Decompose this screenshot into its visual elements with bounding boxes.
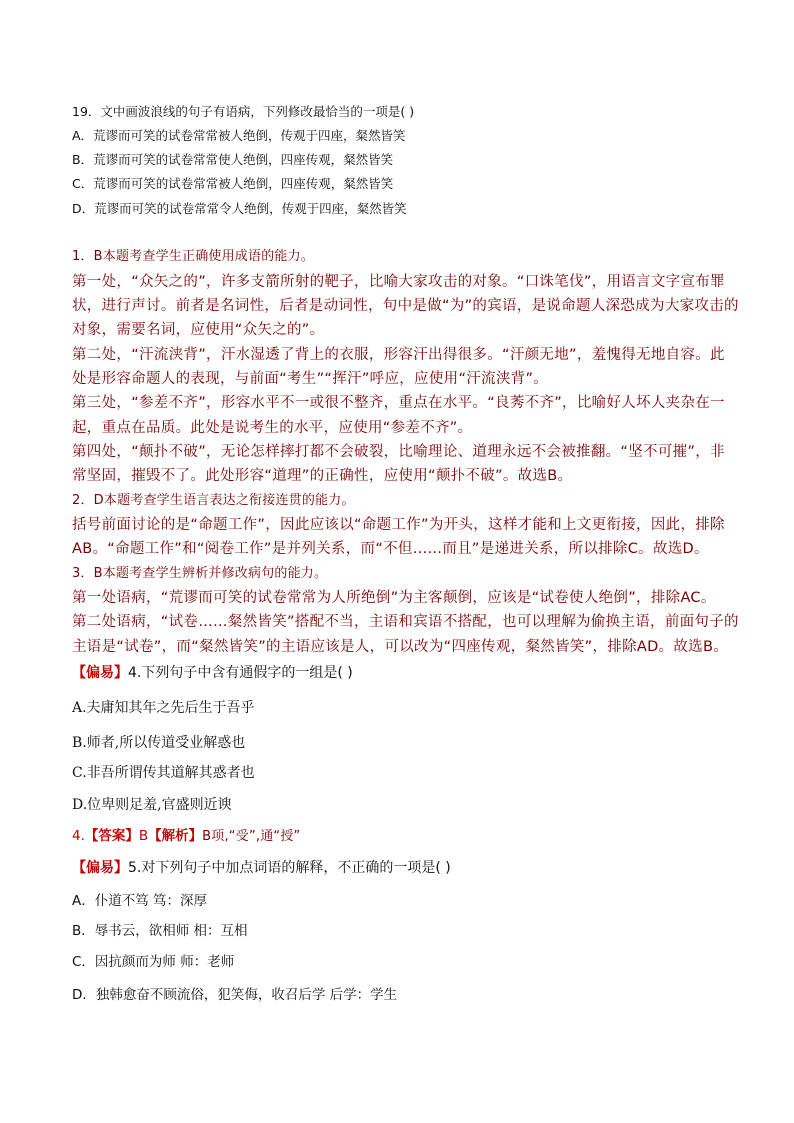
- answer-analysis: B项,“受”,通“授”: [202, 829, 301, 844]
- answer-tag: 【答案】: [84, 828, 139, 844]
- q5-option-a: A．仆道不笃 笃：深厚: [72, 893, 208, 909]
- q19-option-d: D．荒谬而可笑的试卷常常令人绝倒，传观于四座，粲然皆笑: [72, 201, 407, 216]
- analysis-line: 1．B本题考查学生正确使用成语的能力。: [72, 249, 314, 264]
- q4-option-d: D.位卑则足羞,官盛则近谀: [72, 797, 232, 813]
- analysis-line: 第四处，“颠扑不破”，无论怎样摔打都不会破裂，比喻理论、道理永远不会被推翻。“坚不可摧”，非: [72, 444, 725, 460]
- analysis-line: 对象，需要名词，应使用“众矢之的”。: [72, 322, 325, 338]
- q5-option-c: C．因抗颜而为师 师：老师: [72, 954, 235, 970]
- q19-option-c: C．荒谬而可笑的试卷常常被人绝倒，四座传观，粲然皆笑: [72, 176, 394, 191]
- q4-stem-line: [72, 664, 722, 682]
- difficulty-tag: 【偏易】: [72, 665, 128, 681]
- q19-option-a: A．荒谬而可笑的试卷常常被人绝倒，传观于四座，粲然皆笑: [72, 128, 406, 143]
- answer-number: 4.: [72, 828, 85, 844]
- q4-option-b: B.师者,所以传道受业解惑也: [72, 735, 246, 751]
- q4-answer-line: [72, 827, 722, 846]
- q5-stem-line: [72, 859, 722, 877]
- analysis-line: 处是形容命题人的表现，与前面“考生”“挥汗”呼应，应使用“汗流浃背”。: [72, 371, 549, 387]
- analysis-line: 主语是“试卷”，而“粲然皆笑”的主语应该是人，可以改为“四座传观，粲然皆笑”，排除AD。故选B。: [72, 639, 728, 655]
- analysis-line: 2．D本题考查学生语言表达之衔接连贯的能力。: [72, 493, 355, 508]
- analysis-line: 括号前面讨论的是“命题工作”，因此应该以“命题工作”为开头，这样才能和上文更衔接，因此，排除: [72, 517, 725, 533]
- analysis-line: 3．B本题考查学生辨析并修改病句的能力。: [72, 566, 328, 581]
- q5-stem: 5.对下列句子中加点词语的解释，不正确的一项是( ): [128, 860, 451, 876]
- q19-option-b: B．荒谬而可笑的试卷常常使人绝倒，四座传观，粲然皆笑: [72, 152, 394, 167]
- q4-stem: 4.下列句子中含有通假字的一组是( ): [128, 665, 353, 681]
- q4-option-c: C.非吾所谓传其道解其惑者也: [72, 765, 255, 781]
- analysis-line: 常坚固，摧毁不了。此处形容“道理”的正确性，应使用“颠扑不破”。故选B。: [72, 468, 573, 484]
- difficulty-tag: 【偏易】: [72, 860, 128, 876]
- answer-letter: B: [138, 828, 149, 844]
- q5-option-d: D．独韩愈奋不顾流俗，犯笑侮，收召后学 后学：学生: [72, 987, 398, 1003]
- analysis-tag: 【解析】: [148, 828, 203, 844]
- q19-stem: 19．文中画波浪线的句子有语病，下列修改最恰当的一项是( ): [72, 104, 415, 119]
- analysis-line: 第一处，“众矢之的”，许多支箭所射的靶子，比喻大家攻击的对象。“口诛笔伐”，用语言文字宣布罪: [72, 274, 725, 290]
- q4-option-a: A.夫庸知其年之先后生于吾乎: [72, 700, 255, 716]
- analysis-line: 第二处语病，“试卷……粲然皆笑”搭配不当，主语和宾语不搭配，也可以理解为偷换主语，前面句子的: [72, 614, 739, 630]
- q5-option-b: B．辱书云，欲相师 相：互相: [72, 923, 248, 939]
- analysis-line: AB。“命题工作”和“阅卷工作”是并列关系，而“不但……而且”是递进关系，所以排除C。故选D。: [72, 541, 709, 557]
- analysis-line: 第三处，“参差不齐”，形容水平不一或很不整齐，重点在水平。“良莠不齐”，比喻好人坏人夹杂在一: [72, 395, 725, 411]
- analysis-line: 起，重点在品质。此处是说考生的水平，应使用“参差不齐”。: [72, 420, 473, 436]
- analysis-line: 状，进行声讨。前者是名词性，后者是动词性，句中是做“为”的宾语，是说命题人深恐成为大家攻击的: [72, 298, 739, 314]
- analysis-line: 第一处语病，“荒谬而可笑的试卷常常为人所绝倒”为主客颠倒，应该是“试卷使人绝倒”，排除AC。: [72, 590, 716, 606]
- analysis-line: 第二处，“汗流浃背”，汗水湿透了背上的衣服，形容汗出得很多。“汗颜无地”，羞愧得无地自容。此: [72, 347, 725, 363]
